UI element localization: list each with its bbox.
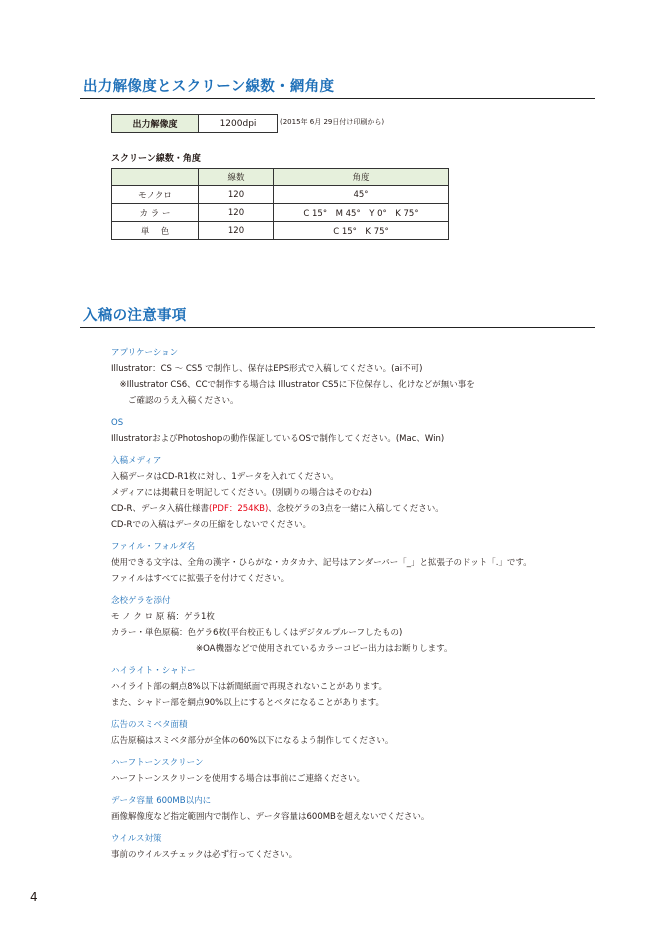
table-cell: 120 <box>199 222 274 240</box>
note-title: アプリケーション <box>111 348 179 358</box>
note-line: ※OA機器などで使用されているカラーコピー出力はお断りします。 <box>111 644 453 654</box>
note-item <box>111 539 601 587</box>
note-line: ご確認のうえ入稿ください。 <box>111 396 239 406</box>
spec-pdf-link[interactable]: (PDF：254KB) <box>208 504 269 514</box>
section-divider <box>80 327 595 328</box>
note-line: 広告原稿はスミベタ部分が全体の60%以下になるよう制作してください。 <box>111 736 394 746</box>
note-title: ハイライト・シャドー <box>111 666 196 676</box>
resolution-note: (2015年 6月 29日付け印刷から) <box>280 118 385 126</box>
table-cell: 120 <box>199 186 274 204</box>
table-header-cell <box>112 169 199 186</box>
table-header-row <box>112 169 449 186</box>
note-title: OS <box>111 418 124 428</box>
note-item <box>111 755 601 787</box>
screen-ruling-table <box>111 168 449 240</box>
note-line: ハーフトーンスクリーンを使用する場合は事前にご連絡ください。 <box>111 774 365 784</box>
table-header-cell: 線数 <box>199 169 274 186</box>
table-row <box>112 204 449 222</box>
note-line: 画像解像度など指定範囲内で制作し、データ容量は600MBを超えないでください。 <box>111 812 430 822</box>
table-cell: C 15° M 45° Y 0° K 75° <box>274 204 449 222</box>
note-line: 事前のウイルスチェックは必ず行ってください。 <box>111 850 298 860</box>
note-line: ハイライト部の網点8%以下は新聞紙面で再現されないことがあります。 <box>111 682 388 692</box>
note-title: データ容量 600MB以内に <box>111 796 212 806</box>
spec-text: 、念校ゲラの3点を一緒に入稿してください。 <box>268 504 444 514</box>
table-cell: モノクロ <box>112 186 199 204</box>
table-row <box>112 186 449 204</box>
page-number: 4 <box>30 890 38 904</box>
table-header-cell: 角度 <box>274 169 449 186</box>
table-cell: C 15° K 75° <box>274 222 449 240</box>
resolution-box <box>111 114 278 133</box>
note-title: 広告のスミベタ面積 <box>111 720 188 730</box>
note-line: 使用できる文字は、全角の漢字・ひらがな・カタカナ、記号はアンダーバー「_」と拡張子のドット「.」です。 <box>111 558 532 568</box>
note-title: 念校ゲラを添付 <box>111 596 171 606</box>
table-cell: 120 <box>199 204 274 222</box>
table-row <box>112 222 449 240</box>
note-item <box>111 831 601 863</box>
resolution-label: 出力解像度 <box>112 115 199 132</box>
note-line: また、シャドー部を網点90%以上にするとベタになることがあります。 <box>111 698 385 708</box>
note-item <box>111 717 601 749</box>
section-title-notes: 入稿の注意事項 <box>83 308 187 324</box>
note-line: ファイルはすべてに拡張子を付けてください。 <box>111 574 290 584</box>
table-cell: 単 色 <box>112 222 199 240</box>
note-item <box>111 415 601 447</box>
note-item <box>111 663 601 711</box>
note-line: モ ノ ク ロ 原 稿：ゲラ1枚 <box>111 612 215 622</box>
note-line: ※Illustrator CS6、CCで制作する場合は Illustrator CS5に下位保存し、化けなどが無い事を <box>111 380 475 390</box>
section-title-output: 出力解像度とスクリーン線数・網角度 <box>83 79 335 95</box>
note-line: IllustratorおよびPhotoshopの動作保証しているOSで制作してください。(Mac、Win) <box>111 434 445 444</box>
note-line: 入稿データはCD-R1枚に対し、1データを入れてください。 <box>111 472 339 482</box>
note-line: Illustrator：CS ～ CS5 で制作し、保存はEPS形式で入稿してください。(ai不可) <box>111 364 423 374</box>
note-title: ハーフトーンスクリーン <box>111 758 204 768</box>
note-line: メディアには掲載日を明記してください。(別刷りの場合はそのむね) <box>111 488 372 498</box>
spec-text: CD-R、データ入稿仕様書 <box>111 504 209 514</box>
resolution-value: 1200dpi <box>219 118 257 129</box>
screen-ruling-title: スクリーン線数・角度 <box>111 154 201 164</box>
note-line: CD-Rでの入稿はデータの圧縮をしないでください。 <box>111 520 311 530</box>
note-line <box>111 501 601 517</box>
note-item <box>111 793 601 825</box>
note-item <box>111 453 601 533</box>
note-title: ウイルス対策 <box>111 834 162 844</box>
note-line: カラー・単色原稿：色ゲラ6枚(平台校正もしくはデジタルプルーフしたもの) <box>111 628 403 638</box>
note-item <box>111 345 601 409</box>
table-cell: 45° <box>274 186 449 204</box>
table-cell: カ ラ ー <box>112 204 199 222</box>
note-item <box>111 593 601 657</box>
section-divider <box>80 98 595 99</box>
note-title: ファイル・フォルダ名 <box>111 542 196 552</box>
note-title: 入稿メディア <box>111 456 162 466</box>
notes-list <box>111 345 601 869</box>
